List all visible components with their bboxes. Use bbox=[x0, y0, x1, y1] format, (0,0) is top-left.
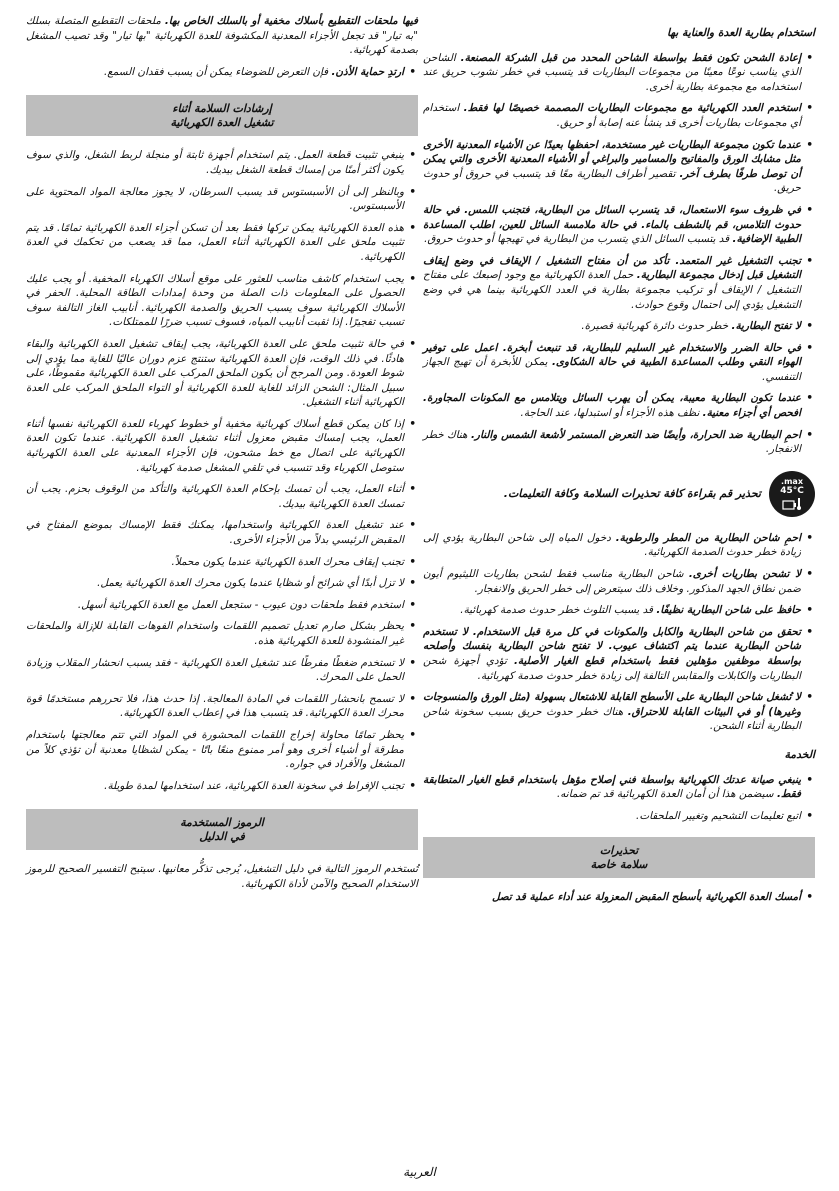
list-item: • حافظ على شاحن البطارية نظيفًا. قد يسبب التلوث خطر حدوث صدمة كهربائية. bbox=[423, 603, 815, 618]
list-item: • عندما تكون البطارية معيبة، يمكن أن يهرب السائل ويتلامس مع المكونات المجاورة. افحص أي أجزاء معنية. نظف هذه الأجزاء أو استبدلها، عند الحاجة. bbox=[423, 391, 815, 420]
list-item: • هذه العدة الكهربائية يمكن تركها فقط بعد أن تسكن أجزاء العدة الكهربائية تمامًا. قد يتم تثبيت ملحق على العدة الكهربائية أثناء العمل، مما قد يصعب من تحكمك في العدة الكهربائية. bbox=[26, 221, 418, 265]
list-item: • تحقق من شاحن البطارية والكابل والمكونات في كل مرة قبل الاستخدام. لا تستخدم شاحن البطارية عندما يتم اكتشاف عيوب. لا تفتح شاحن البطارية بنفسك وأصلحه بواسطة موظفين مؤهلين فقط باستخدام قطع الغيار الأصلية. تؤدي أجهزة شحن البطاريات والكابلات والمقابس التالفة إلى زيادة خطر حدوث صدمة كهربائية. bbox=[423, 625, 815, 683]
list-item: • استخدم العدد الكهربائية مع مجموعات البطاريات المصممة خصيصًا لها فقط. استخدام أي مجموعات بطاريات أخرى قد ينشأ عنه إصابة أو حريق. bbox=[423, 101, 815, 130]
list-item: • لا تفتح البطارية. خطر حدوث دائرة كهربائية قصيرة. bbox=[423, 319, 815, 334]
list-item: • إعادة الشحن تكون فقط بواسطة الشاحن المحدد من قبل الشركة المصنعة. الشاحن الذي يناسب نوعًا معينًا من مجموعات البطاريات قد يتسبب في خطر نشوب حريق عند استخدامه مع مجموعة بطارية أخرى. bbox=[423, 51, 815, 95]
list-item: • يحظر تمامًا محاولة إخراج اللقمات المحشورة في المواد التي تتم معالجتها باستخدام مطرقة أو أشياء أخرى وهو أمر ممنوع منعًا باتًا - يمكن لشظايا معدنية أن تؤذي كلاً من المشغل والأفراد في جواره. bbox=[26, 728, 418, 772]
temperature-warning-icon: max. 45°C bbox=[769, 471, 815, 517]
list-item: • يجب استخدام كاشف مناسب للعثور على موقع أسلاك الكهرباء المخفية. أو يجب عليك الحصول على المعلومات ذات الصلة من وحدة إمدادات الطاقة المحلية. الحفر في الأسلاك الكهربائية سوف يسبب الحريق والصدمة الكهربائية. أنابيب الغاز التالفة سوف تسبب تفجيرًا. إذا ثقبت أنابيب المياه، فسوف تسبب ضررًا للممتلكات. bbox=[26, 272, 418, 330]
list-item: • أمسك العدة الكهربائية بأسطح المقبض المعزولة عند أداء عملية قد تصل bbox=[423, 890, 815, 905]
service-heading: الخدمة bbox=[784, 747, 815, 761]
battery-use-heading: استخدام بطارية العدة والعناية بها bbox=[667, 26, 815, 39]
symbols-box: الرموز المستخدمة في الدليل bbox=[26, 809, 418, 850]
list-item: • في ظروف سوء الاستعمال، قد يتسرب السائل من البطارية، فتجنب اللمس. في حالة حدوث التلامس، قم بالشطف بالماء. في حالة ملامسة السائل للعين، اطلب المساعدة الطبية الإضافية. قد يتسبب السائل الذي يتسرب من البطارية في تهيجها أو حدوث حروق. bbox=[423, 203, 815, 247]
list-item: • لا تُشغل شاحن البطارية على الأسطح القابلة للاشتعال بسهولة (مثل الورق والمنسوجات وغيرها) أو في البيئات القابلة للاحتراق. هناك خطر حدوث حريق بسبب سخونة شاحن البطارية أثناء الشحن. bbox=[423, 690, 815, 734]
list-item: • وبالنظر إلى أن الأسبستوس قد يسبب السرطان، لا يجوز معالجة المواد المحتوية على الأسبستوس. bbox=[26, 185, 418, 214]
symbols-paragraph: تُستخدم الرموز التالية في دليل التشغيل، يُرجى تذكُّر معانيها. سيتيح التفسير الصحيح للرموز الاستخدام الصحيح والآمن لأداة الكهربائية. bbox=[26, 863, 418, 890]
list-item: • ارتدِ حماية الأذن. فإن التعرض للضوضاء يمكن أن يسبب فقدان السمع. bbox=[26, 65, 418, 80]
left-column bbox=[26, 14, 418, 899]
list-item: • إذا كان يمكن قطع أسلاك كهربائية مخفية أو خطوط كهرباء للعدة الكهربائية نفسها أثناء العمل، يجب إمساك مقبض معزول أثناء تشغيل العدة الكهربائية. عندما تكون العدة الكهربائية على اتصال مع خط مشحون، فإن الأجزاء المعدنية على العدة الكهربائية ستوصل الكهرباء وقد تتسبب في تلقي المشغل صدمة كهربائية. bbox=[26, 417, 418, 475]
list-item: • تجنب الإفراط في سخونة العدة الكهربائية، عند استخدامها لمدة طويلة. bbox=[26, 779, 418, 794]
list-item: • تجنب إيقاف محرك العدة الكهربائية عندما يكون محملاً. bbox=[26, 555, 418, 570]
list-item: • في حالة الضرر والاستخدام غير السليم للبطارية، قد تنبعث أبخرة. اعمل على توفير الهواء النقي وطلب المساعدة الطبية في حالة الشكاوى. يمكن للأبخرة أن تهيج الجهاز التنفسي. bbox=[423, 341, 815, 385]
list-item: • ينبغي تثبيت قطعة العمل. يتم استخدام أجهزة ثابتة أو منجلة لربط الشغل، والذي سوف يكون أكثر أمنًا من إمساك قطعة الشغل بيديك. bbox=[26, 148, 418, 177]
list-item: • في حالة تثبيت ملحق على العدة الكهربائية، يجب إيقاف تشغيل العدة الكهربائية والبقاء هادئًا. في ذلك الوقت، فإن العدة الكهربائية ستنتج عزم دوران عاليًا للغاية مما يؤدي إلى شوط العودة. ومن المرجح أن يكون الملحق المركب على العدة الكهربائية مقموطًا، على سبيل المثال: الشحن الزائد للغاية للعدة الكهربائية أو التواء الملحق المركب على العدة الكهربائية أثناء التشغيل. bbox=[26, 337, 418, 410]
list-item: • يحظر بشكل صارم تعديل تصميم اللقمات واستخدام الفوهات القابلة للإزالة والملحقات غير المنشودة للعدة الكهربائية هذه. bbox=[26, 619, 418, 648]
battery-thermometer-icon bbox=[782, 497, 802, 511]
list-item: • لا تزل أبدًا أي شرائح أو شظايا عندما يكون محرك العدة الكهربائية يعمل. bbox=[26, 576, 418, 591]
special-safety-box: تحذيرات سلامة خاصة bbox=[423, 837, 815, 878]
list-item: • عند تشغيل العدة الكهربائية واستخدامها، يمكنك فقط الإمساك بموضع المفتاح في المقبض الرئيسي بدلاً من الأجزاء الأخرى. bbox=[26, 518, 418, 547]
paragraph: فيها ملحقات التقطيع بأسلاك مخفية أو بالسلك الخاص بها. ملحقات التقطيع المتصلة بسلك "به تيار" قد تجعل الأجزاء المعدنية المكشوفة للعدة الكهربائية "بها تيار" وقد تصيب المشغل بصدمة كهربائية. bbox=[26, 15, 418, 57]
list-item: • استخدم فقط ملحقات دون عيوب - ستجعل العمل مع العدة الكهربائية أسهل. bbox=[26, 598, 418, 613]
list-item: • أثناء العمل، يجب أن تمسك بإحكام العدة الكهربائية والتأكد من الوقوف بحزم. يجب أن تمسك العدة الكهربائية بيديك. bbox=[26, 482, 418, 511]
list-item: • احمِ شاحن البطارية من المطر والرطوبة. دخول المياه إلى شاحن البطارية يؤدي إلى زيادة خطر حدوث الصدمة الكهربائية. bbox=[423, 531, 815, 560]
right-column bbox=[423, 22, 815, 912]
warning-row bbox=[423, 471, 815, 517]
list-item: • تجنب التشغيل غير المتعمد. تأكد من أن مفتاح التشغيل / الإيقاف في وضع إيقاف التشغيل قبل إدخال مجموعة البطارية. حمل العدة الكهربائية مع وجود إصبعك على مفتاح التشغيل / الإيقاف أو تركيب مجموعة بطارية في العدد الكهربائية بينما هي في وضع التشغيل يؤدي إلى احتمال وقوع حوادث. bbox=[423, 254, 815, 312]
list-item: • ينبغي صيانة عدتك الكهربائية بواسطة فني إصلاح مؤهل باستخدام قطع الغيار المتطابقة فقط. سيضمن هذا أن أمان العدة الكهربائية قد تم ضمانه. bbox=[423, 773, 815, 802]
page-footer-language: العربية bbox=[403, 1165, 436, 1179]
list-item: • عندما تكون مجموعة البطاريات غير مستخدمة، احفظها بعيدًا عن الأشياء المعدنية الأخرى مثل مشابك الورق والمفاتيح والمسامير والبراغي أو الأشياء المعدنية الأخرى والتي يمكن أن توصل طرفًا بطرف آخر. تقصير أطراف البطارية معًا قد يتسبب في حروق أو حدوث حريق. bbox=[423, 138, 815, 196]
warning-text: تحذير قم بقراءة كافة تحذيرات السلامة وكافة التعليمات. bbox=[503, 486, 761, 500]
list-item: • لا تشحن بطاريات أخرى. شاحن البطارية مناسب فقط لشحن بطاريات الليثيوم أيون ضمن نطاق الجهد المذكور. وخلاف ذلك سيتعرض إلى خطر الحريق والانفجار. bbox=[423, 567, 815, 596]
list-item: • لا تسمح بانحشار اللقمات في المادة المعالجة. إذا حدث هذا، فلا تحررهم مستخدمًا قوة محرك العدة الكهربائية. قد يتسبب هذا في إعطاب العدة الكهربائية. bbox=[26, 692, 418, 721]
operation-safety-box: إرشادات السلامة أثناء تشغيل العدة الكهربائية bbox=[26, 95, 418, 136]
list-item: • اتبع تعليمات التشحيم وتغيير الملحقات. bbox=[423, 809, 815, 824]
list-item: • لا تستخدم ضغطًا مفرطًا عند تشغيل العدة الكهربائية - فقد يسبب انحشار المقلاب وزيادة الحمل على المحرك. bbox=[26, 656, 418, 685]
list-item: • احمِ البطارية ضد الحرارة، وأيضًا ضد التعرض المستمر لأشعة الشمس والنار. هناك خطر الانفجار. bbox=[423, 428, 815, 457]
